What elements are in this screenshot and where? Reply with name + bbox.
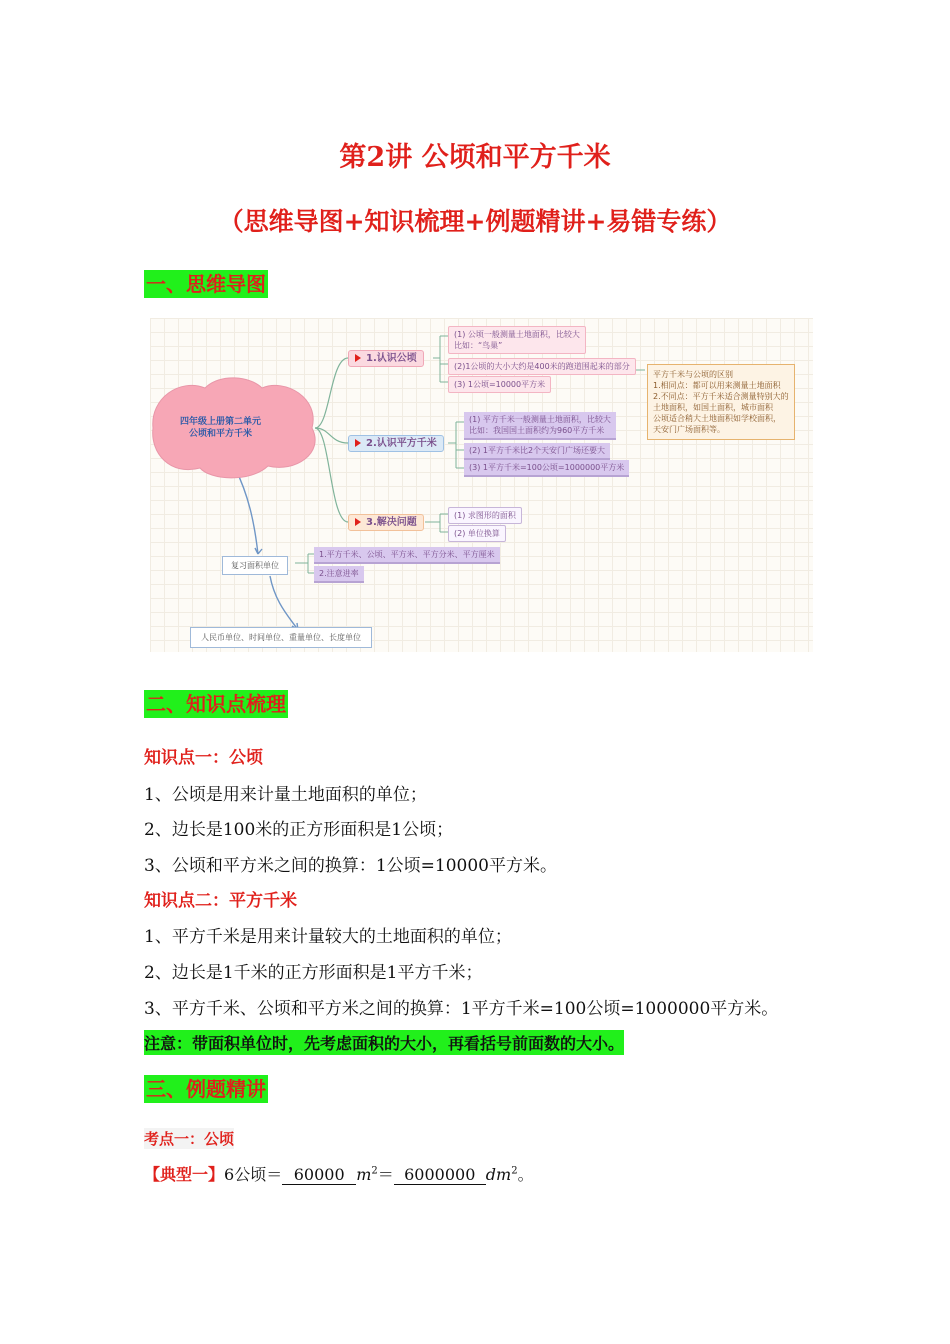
- b1-leaf-1: [448, 326, 586, 354]
- compare-line-3: 2.不同点：平方千米适合测量特别大的: [653, 392, 789, 401]
- unit-m: m: [356, 1165, 372, 1184]
- section-knowledge-heading: 二、知识点梳理: [146, 692, 286, 716]
- mind-map-center-node: [180, 416, 261, 440]
- knowledge-point-1-title: 知识点一：公顷: [144, 748, 263, 768]
- page-subtitle: （思维导图+知识梳理+例题精讲+易错专练）: [218, 207, 732, 236]
- mind-map: [150, 318, 813, 652]
- k2-line-2: 2、边长是1千米的正方形面积是1平方千米；: [144, 963, 483, 983]
- flag-icon: [355, 439, 361, 447]
- section-mindmap-heading: 一、思维导图: [146, 272, 266, 296]
- compare-line-6: 天安门广场面积等。: [653, 425, 725, 434]
- review-node: 复习面积单位: [222, 556, 288, 575]
- b2-leaf-1-line-1: (1) 平方千米一般测量土地面积，比较大: [469, 415, 611, 424]
- center-line-2: 公顷和平方千米: [189, 429, 253, 439]
- k1-line-3: 3、公顷和平方米之间的换算：1公顷=10000平方米。: [144, 856, 557, 876]
- compare-line-2: 1.相同点：都可以用来测量土地面积: [653, 381, 781, 390]
- branch-2-label: 2.认识平方千米: [366, 438, 437, 449]
- unit-dm: dm: [485, 1165, 512, 1184]
- exam-point-1-title: 考点一：公顷: [144, 1130, 235, 1148]
- k1-line-2: 2、边长是100米的正方形面积是1公顷；: [144, 820, 454, 840]
- k1-line-1: 1、公顷是用来计量土地面积的单位；: [144, 785, 427, 805]
- others-node: 人民币单位、时间单位、重量单位、长度单位: [190, 627, 372, 648]
- branch-1-node: [348, 350, 424, 367]
- center-line-1: 四年级上册第二单元: [180, 417, 262, 427]
- k2-line-3: 3、平方千米、公顷和平方米之间的换算：1平方千米=100公顷=1000000平方米。: [144, 999, 779, 1019]
- b1-leaf-1-line-2: 比如：“鸟巢”: [454, 341, 503, 350]
- b1-leaf-3: (3) 1公顷=10000平方米: [448, 376, 551, 393]
- flag-icon: [355, 354, 361, 362]
- answer-blank-2: 6000000: [394, 1165, 486, 1185]
- b2-leaf-1-line-2: 比如：我国国土面积约为960平方千米: [469, 426, 605, 435]
- b2-leaf-3: (3) 1平方千米=100公顷=1000000平方米: [464, 460, 629, 477]
- b1-leaf-1-line-1: (1) 公顷一般测量土地面积，比较大: [454, 330, 580, 339]
- compare-line-5: 公顷适合稍大土地面积如学校面积，: [653, 414, 781, 423]
- review-leaf-2: 2.注意进率: [314, 566, 364, 583]
- b3-leaf-2: (2) 单位换算: [448, 525, 506, 542]
- example-prefix: 6公顷＝: [224, 1165, 283, 1184]
- example-end: 。: [517, 1165, 534, 1184]
- compare-box: [647, 364, 795, 440]
- b2-leaf-1: [464, 412, 616, 440]
- compare-line-1: 平方千米与公顷的区别: [653, 370, 733, 379]
- example-1: [144, 1162, 534, 1185]
- b2-leaf-2: (2) 1平方千米比2个天安门广场还要大: [464, 443, 610, 460]
- k2-line-1: 1、平方千米是用来计量较大的土地面积的单位；: [144, 927, 512, 947]
- branch-3-node: [348, 514, 424, 531]
- unit-m-exponent: 2: [371, 1165, 378, 1177]
- unit-dm-exponent: 2: [511, 1165, 518, 1177]
- section-examples-heading: 三、例题精讲: [146, 1077, 266, 1101]
- answer-blank-1: 60000: [282, 1165, 356, 1185]
- note-highlight: 注意：带面积单位时，先考虑面积的大小，再看括号前面数的大小。: [144, 1030, 624, 1055]
- b1-leaf-2: (2)1公顷的大小大约是400米的跑道围起来的部分: [448, 358, 636, 375]
- page-title: 第2讲 公顷和平方千米: [339, 142, 611, 173]
- branch-3-label: 3.解决问题: [366, 517, 417, 528]
- flag-icon: [355, 518, 361, 526]
- review-leaf-1: 1.平方千米、公顷、平方米、平方分米、平方厘米: [314, 547, 500, 564]
- example-tag: 【典型一】: [144, 1165, 225, 1184]
- branch-1-label: 1.认识公顷: [366, 353, 417, 364]
- branch-2-node: [348, 435, 444, 452]
- compare-line-4: 土地面积，如国土面积，城市面积: [653, 403, 773, 412]
- b3-leaf-1: (1) 求图形的面积: [448, 507, 522, 524]
- knowledge-point-2-title: 知识点二：平方千米: [144, 891, 297, 911]
- equals-sign: ＝: [377, 1165, 394, 1184]
